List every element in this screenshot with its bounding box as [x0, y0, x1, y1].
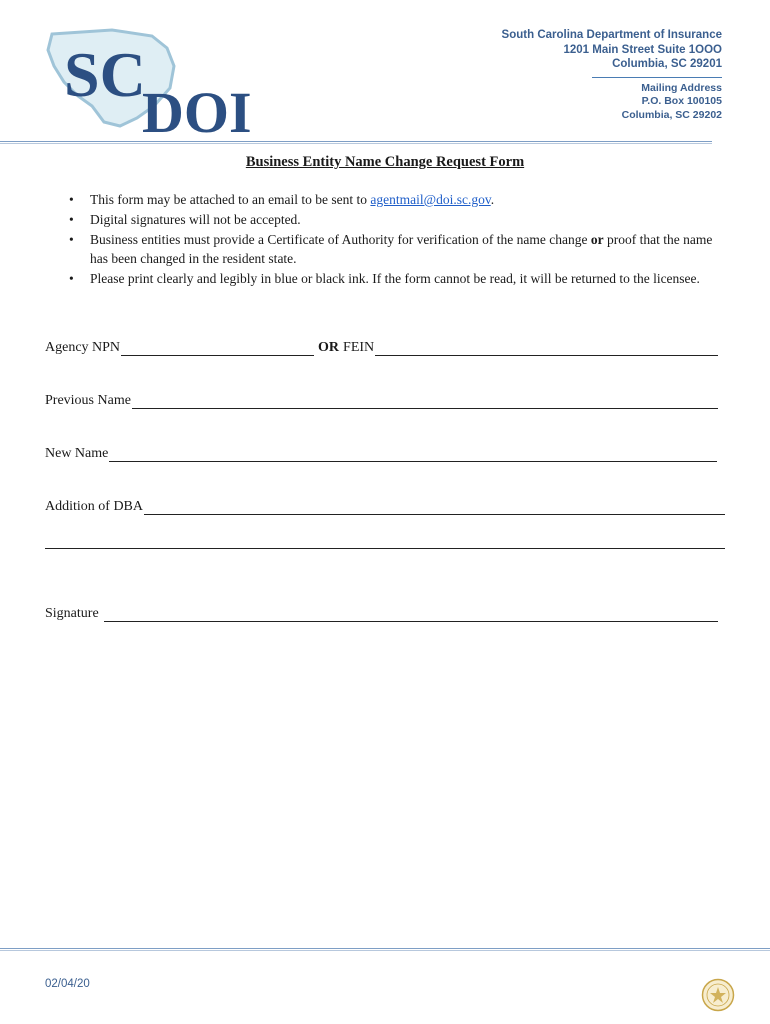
agency-npn-label: Agency NPN [45, 340, 121, 355]
dba-row [45, 497, 725, 515]
list-item: • Business entities must provide a Certificate of Authority for verification of the name change or proof that the name has been changed in the resident state. [90, 230, 730, 268]
org-name: South Carolina Department of Insurance [501, 29, 722, 41]
list-item: • Please print clearly and legibly in blue or black ink. If the form cannot be read, it will be returned to the licensee. [90, 269, 730, 288]
street-address: 1201 Main Street Suite 1OOO [563, 43, 722, 56]
footer-rule-secondary [0, 950, 770, 951]
logo-doi: DOI [142, 80, 252, 138]
signature-row [45, 604, 718, 622]
address-divider [592, 77, 722, 78]
city-state-zip: Columbia, SC 29201 [612, 58, 722, 70]
new-name-input[interactable] [109, 448, 717, 462]
address-block [502, 28, 722, 122]
agency-npn-input[interactable] [121, 342, 314, 356]
list-item: • Digital signatures will not be accepted. [90, 210, 730, 229]
revision-date: 02/04/20 [45, 978, 90, 990]
fein-input[interactable] [375, 342, 718, 356]
new-name-row [45, 444, 717, 462]
signature-label: Signature [45, 606, 99, 621]
previous-name-input[interactable] [132, 395, 718, 409]
mailing-city: Columbia, SC 29202 [621, 108, 722, 121]
header-rule [0, 141, 712, 142]
agency-npn-row [45, 338, 718, 356]
dba-input[interactable] [144, 501, 725, 515]
state-seal-icon [701, 978, 735, 1012]
or-label: OR [318, 340, 340, 355]
signature-input[interactable] [104, 608, 718, 622]
footer-rule [0, 948, 770, 949]
fein-label: FEIN [343, 340, 375, 355]
instructions-list [90, 190, 730, 289]
mailing-label: Mailing Address [641, 81, 722, 94]
previous-name-row [45, 391, 718, 409]
scdoi-logo [42, 26, 282, 138]
form-title: Business Entity Name Change Request Form [245, 154, 525, 170]
new-name-label: New Name [45, 446, 109, 461]
po-box: P.O. Box 100105 [641, 95, 722, 107]
list-item: • This form may be attached to an email to be sent to agentmail@doi.sc.gov. [90, 190, 730, 209]
logo-sc: SC [64, 39, 146, 110]
dba-label: Addition of DBA [45, 499, 143, 514]
dba-input-continued[interactable] [45, 548, 725, 549]
previous-name-label: Previous Name [45, 393, 131, 408]
header-rule-secondary [0, 143, 712, 144]
email-link[interactable]: agentmail@doi.sc.gov [370, 192, 491, 207]
